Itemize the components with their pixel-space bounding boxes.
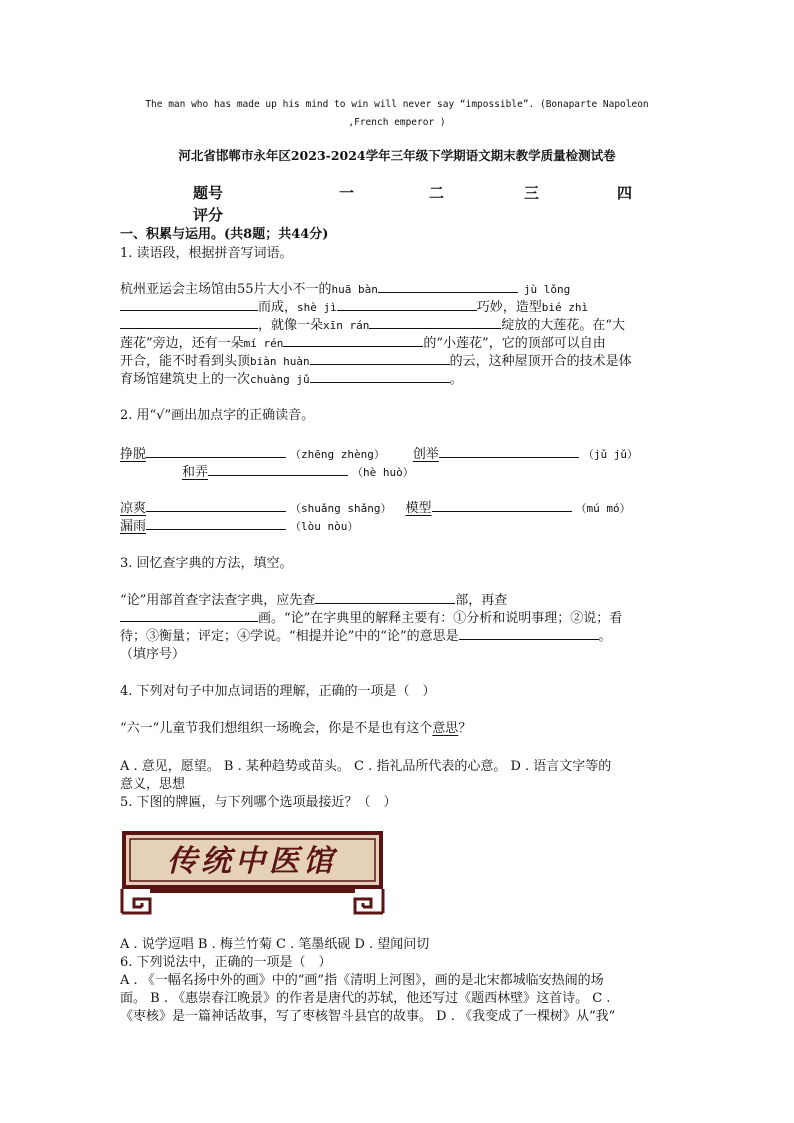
q3-note: （填序号） [120, 647, 186, 662]
q1-text: 的“小莲花”，它的顶部可以自由 [423, 336, 606, 351]
answer-blank[interactable] [208, 464, 348, 476]
score-col-2: 二 [429, 184, 445, 202]
q1-text: 育场馆建筑史上的一次 [120, 372, 251, 387]
q4-options[interactable]: A . 意见，愿望。 B . 某种趋势或苗头。 C . 指礼品所代表的心意。 D . 语言文字等的 [120, 759, 612, 774]
q5-options[interactable]: A . 说学逗唱 B . 梅兰竹菊 C . 笔墨纸砚 D . 望闻问切 [120, 937, 430, 952]
q1-text: 开合，能不时看到头顶 [120, 354, 251, 369]
q6-option-line[interactable]: 面。 B . 《惠崇春江晚景》的作者是唐代的苏轼，他还写过《题西林壁》这首诗。 C . [120, 991, 611, 1006]
q1-line [120, 371, 463, 389]
q2-option[interactable]: （hè huò） [352, 466, 414, 479]
q1-text: 而成， [258, 300, 298, 315]
q2-word: 凉爽 [120, 501, 147, 516]
q3-text: “论”用部首查字法查字典，应先查 [120, 593, 316, 608]
q3-text: 待；③衡量；评定；④学说。“相提并论”中的“论”的意思是 [120, 629, 459, 644]
q1-line [120, 353, 632, 371]
answer-blank[interactable] [337, 299, 477, 311]
q1-stem: 1. 读语段，根据拼音写词语。 [120, 246, 293, 261]
score-col-3: 三 [524, 184, 540, 202]
q1-text: 。 [449, 372, 463, 387]
pinyin: chuàng jǔ [250, 373, 310, 386]
answer-blank[interactable] [369, 317, 501, 329]
q2-line [120, 500, 631, 518]
score-row-label: 评分 [193, 206, 224, 224]
q4-stem: 4. 下列对句子中加点词语的理解，正确的一项是（ ） [120, 684, 436, 699]
q2-line [120, 446, 638, 464]
q2-word: 模型 [405, 501, 432, 516]
q6-option-line[interactable]: A . 《一幅名扬中外的画》中的“画”指《清明上河图》，画的是北宋都城临安热闹的场 [120, 973, 604, 988]
answer-blank[interactable] [310, 371, 450, 383]
q2-option[interactable]: （mú mó） [575, 502, 631, 515]
exam-title: 河北省邯郸市永年区2023-2024学年三年级下学期语文期末教学质量检测试卷 [178, 148, 616, 163]
q1-line [120, 335, 606, 353]
answer-blank[interactable] [310, 353, 450, 365]
q2-word: 漏雨 [120, 519, 147, 534]
q1-line [120, 281, 570, 299]
q2-option[interactable]: （lòu nòu） [290, 520, 359, 533]
answer-blank[interactable] [146, 446, 286, 458]
pinyin: shè jì [297, 301, 337, 314]
answer-blank[interactable] [439, 446, 579, 458]
pinyin: xīn rán [323, 319, 370, 332]
q2-option[interactable]: （zhēng zhèng） [290, 448, 385, 461]
q1-text: 巧妙，造型 [476, 300, 542, 315]
q4-text: ？ [458, 721, 472, 736]
plaque-title: 传统中医馆 [167, 844, 337, 879]
answer-blank[interactable] [432, 500, 572, 512]
answer-blank[interactable] [120, 299, 258, 311]
section-heading: 一、积累与运用。(共8题；共44分) [120, 227, 329, 242]
pinyin: bié zhì [541, 301, 589, 314]
q1-text: ，就像一朵 [258, 318, 324, 333]
answer-blank[interactable] [459, 628, 599, 640]
q2-option[interactable]: （shuǎng shǎng） [290, 502, 392, 515]
q1-text: 的云，这种屋顶开合的技术是体 [449, 354, 632, 369]
pinyin: huā bàn [331, 283, 378, 296]
q3-text: 部，再查 [455, 593, 508, 608]
answer-blank[interactable] [146, 518, 286, 530]
q3-stem: 3. 回忆查字典的方法，填空。 [120, 556, 293, 571]
q5-stem: 5. 下图的牌匾，与下列哪个选项最接近？（ ） [120, 795, 397, 810]
q2-line [182, 464, 414, 482]
pinyin: biàn huàn [250, 355, 310, 368]
q4-options-cont: 意义，思想 [120, 777, 186, 792]
q1-text: 杭州亚运会主场馆由55片大小不一的 [120, 282, 332, 297]
score-col-label: 题号 [193, 184, 224, 202]
q1-line [120, 299, 588, 317]
q3-line [120, 628, 612, 646]
header-quote: The man who has made up his mind to win will never say “impossible”. (Bonaparte Napoleon ,French emperor ) [145, 99, 649, 128]
score-col-4: 四 [617, 184, 633, 202]
q3-text: 。 [598, 629, 612, 644]
answer-blank[interactable] [315, 592, 455, 604]
q2-word: 和弄 [182, 465, 209, 480]
q4-sentence [120, 720, 471, 738]
q4-text: “六一”儿童节我们想组织一场晚会，你是不是也有这个 [120, 721, 433, 736]
answer-blank[interactable] [146, 500, 286, 512]
q1-text: 绽放的大莲花。在“大 [501, 318, 626, 333]
plaque-bottom-bar [150, 889, 355, 893]
q2-word: 挣脱 [120, 447, 147, 462]
q3-text: 画。“论”在字典里的解释主要有：①分析和说明事理；②说；看 [258, 611, 623, 626]
q2-option[interactable]: （jǔ jǔ） [582, 448, 639, 461]
plaque-image [120, 829, 385, 915]
q3-line [120, 592, 507, 610]
q1-text: 莲花”旁边，还有一朵 [120, 336, 244, 351]
answer-blank[interactable] [283, 335, 423, 347]
pinyin: jù lǒng [523, 283, 571, 296]
q3-line [120, 610, 622, 628]
q6-option-line[interactable]: 《枣核》是一篇神话故事，写了枣核智斗县官的故事。 D . 《我变成了一棵树》从“我” [120, 1009, 616, 1024]
answer-blank[interactable] [120, 317, 258, 329]
q4-key-word: 意思 [432, 721, 459, 736]
pinyin: mí rén [243, 337, 284, 350]
q2-stem: 2. 用“√”画出加点字的正确读音。 [120, 408, 315, 423]
q6-stem: 6. 下列说法中，正确的一项是（ ） [120, 955, 332, 970]
score-col-1: 一 [339, 184, 355, 202]
answer-blank[interactable] [120, 610, 258, 622]
answer-blank[interactable] [378, 281, 518, 293]
q2-line [120, 518, 358, 536]
q1-line [120, 317, 625, 335]
q2-word: 创举 [412, 447, 439, 462]
